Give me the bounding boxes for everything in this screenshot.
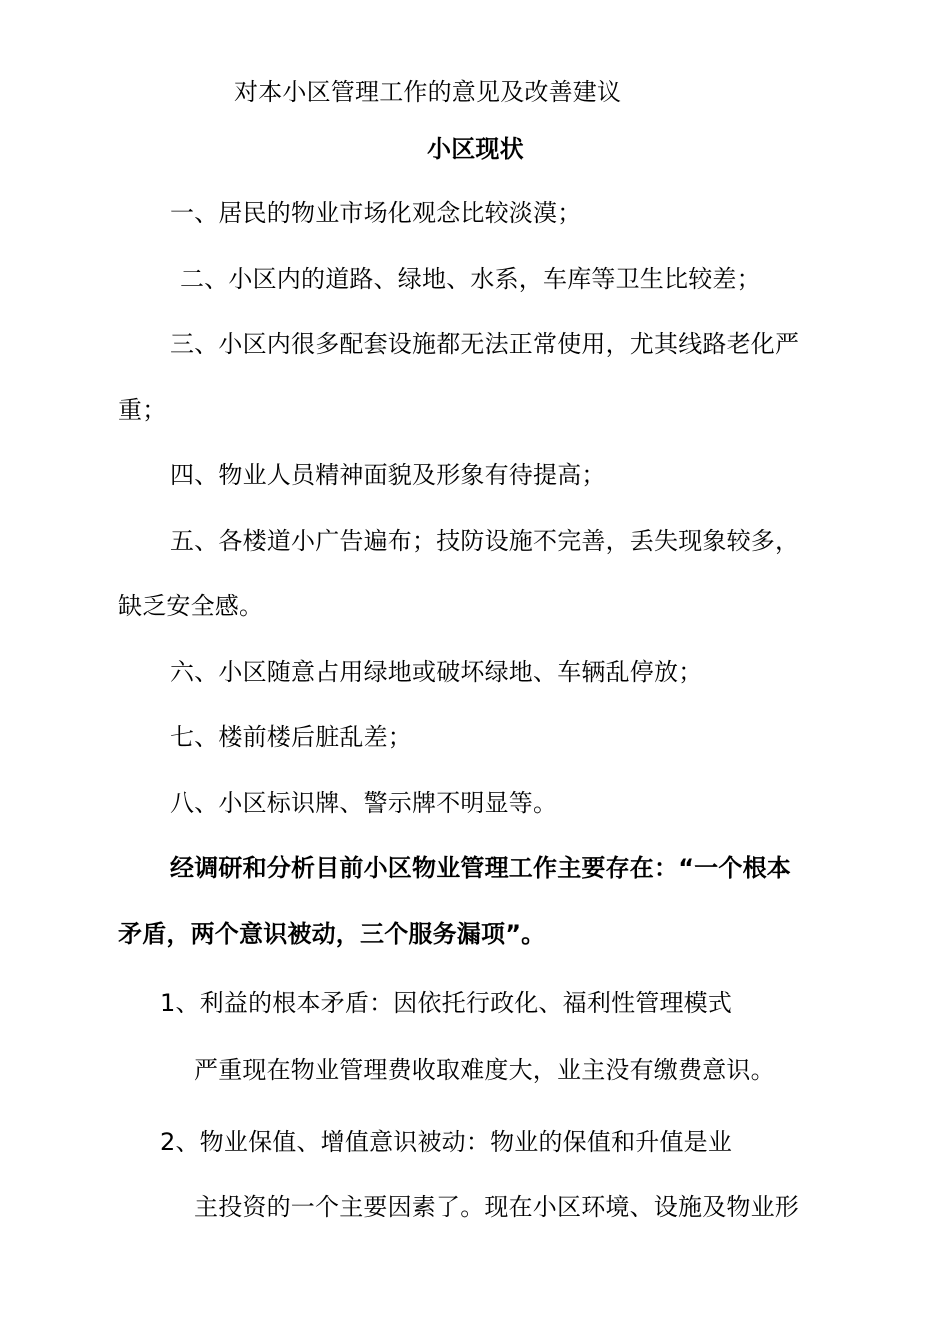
status-item: 五、各楼道小广告遍布；技防设施不完善，丢失现象较多， (170, 527, 800, 555)
summary-line: 矛盾，两个意识被动，三个服务漏项”。 (118, 920, 546, 948)
status-item: 三、小区内很多配套设施都无法正常使用，尤其线路老化严 (170, 330, 800, 358)
point-item: 2、物业保值、增值意识被动：物业的保值和升值是业 (160, 1128, 733, 1156)
status-item: 四、物业人员精神面貌及形象有待提高； (170, 461, 606, 489)
point-item-continuation: 严重现在物业管理费收取难度大，业主没有缴费意识。 (194, 1056, 775, 1084)
status-item: 八、小区标识牌、警示牌不明显等。 (170, 789, 558, 817)
status-item-continuation: 重； (118, 396, 167, 424)
status-item: 七、楼前楼后脏乱差； (170, 723, 412, 751)
summary-line: 经调研和分析目前小区物业管理工作主要存在：“一个根本 (170, 854, 791, 882)
status-item: 二、小区内的道路、绿地、水系，车库等卫生比较差； (180, 265, 761, 293)
status-item-continuation: 缺乏安全感。 (118, 592, 264, 620)
point-item-continuation: 主投资的一个主要因素了。现在小区环境、设施及物业形 (194, 1193, 799, 1221)
status-item: 六、小区随意占用绿地或破坏绿地、车辆乱停放； (170, 658, 703, 686)
point-item: 1、利益的根本矛盾：因依托行政化、福利性管理模式 (160, 989, 733, 1017)
section-heading: 小区现状 (427, 135, 524, 163)
status-item: 一、居民的物业市场化观念比较淡漠； (170, 199, 582, 227)
document-title: 对本小区管理工作的意见及改善建议 (234, 78, 622, 106)
